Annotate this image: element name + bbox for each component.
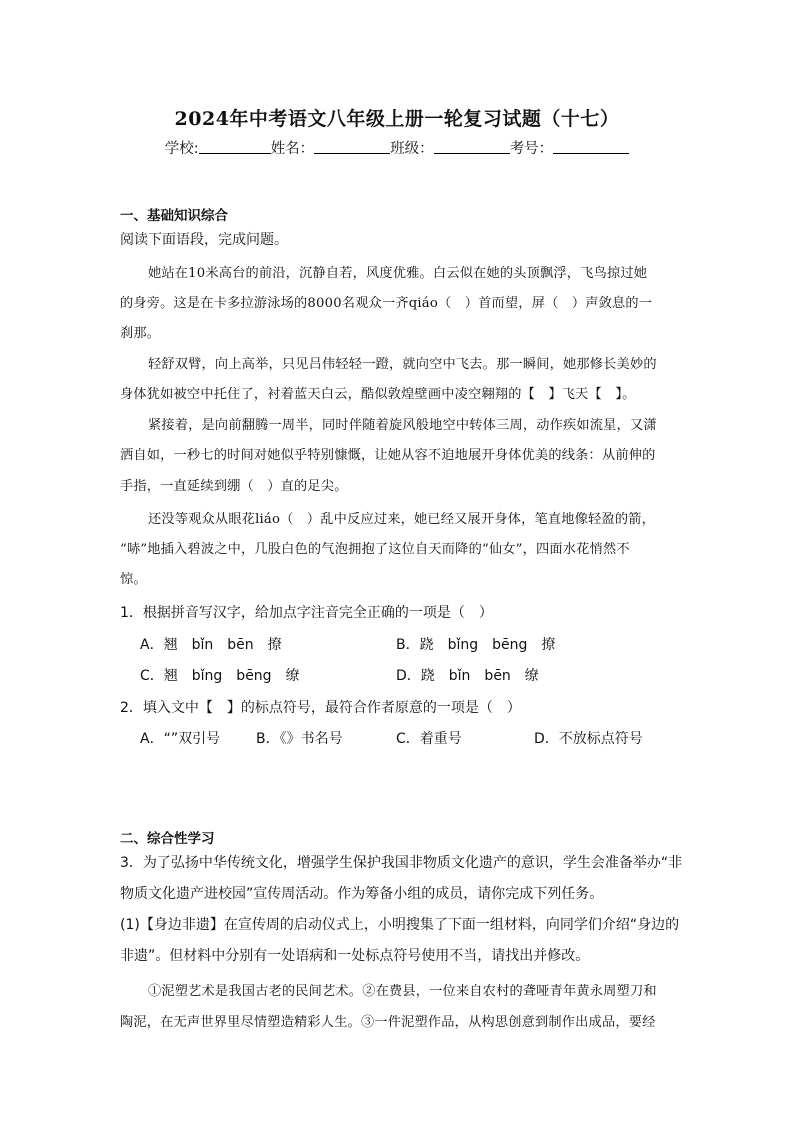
- school-blank[interactable]: [199, 139, 271, 154]
- class-label: 班级：: [390, 141, 434, 157]
- question-3-line: 3．为了弘扬中华传统文化，增强学生保护我国非物质文化遗产的意识，学生会准备举办“非: [120, 855, 683, 871]
- question-1: 1．根据拼音写汉字，给加点字注音完全正确的一项是（ ）: [120, 605, 493, 621]
- passage-line: “哧”地插入碧波之中，几股白色的气泡拥抱了这位自天而降的“仙女”，四面水花悄然不: [120, 542, 630, 557]
- exam-no-label: 考号：: [509, 141, 554, 157]
- page-title: 2024年中考语文八年级上册一轮复习试题（十七）: [174, 108, 620, 130]
- passage-line: 的身旁。这是在卡多拉游泳场的8000名观众一齐qiáo（ ）首而望，屏（ ）声敛息的一: [120, 296, 653, 311]
- reading-intro: 阅读下面语段，完成问题。: [120, 232, 288, 248]
- question-2: 2．填入文中【 】的标点符号，最符合作者原意的一项是（ ）: [120, 700, 521, 716]
- q2-option-a[interactable]: A．“”双引号: [140, 731, 221, 747]
- passage-line: 轻舒双臂，向上高举，只见吕伟轻轻一蹬，就向空中飞去。那一瞬间，她那修长美妙的: [148, 357, 657, 372]
- q1-option-c[interactable]: C．翘 bǐng bēng 缭: [140, 668, 300, 684]
- name-label: 姓名：: [270, 141, 315, 157]
- passage-line: 身体犹如被空中托住了，衬着蓝天白云，酷似敦煌壁画中凌空翱翔的【 】飞天【 】。: [120, 387, 636, 402]
- section-heading-integrated: 二、综合性学习: [120, 831, 215, 847]
- exam-no-blank[interactable]: [553, 139, 629, 154]
- passage-line: 洒自如，一秒七的时间对她似乎特别慷慨，让她从容不迫地展开身体优美的线条：从前伸的: [120, 448, 656, 463]
- q2-option-b[interactable]: B．《》书名号: [256, 731, 343, 747]
- passage-line: 手指，一直延续到绷（ ）直的足尖。: [120, 479, 348, 494]
- name-blank[interactable]: [314, 139, 390, 154]
- question-3-line: 非遗”。但材料中分别有一处语病和一处标点符号使用不当，请找出并修改。: [120, 948, 590, 964]
- material-line: ①泥塑艺术是我国古老的民间艺术。②在费县，一位来自农村的聋哑青年黄永周塑刀和: [148, 984, 657, 999]
- section-heading-basic: 一、基础知识综合: [120, 208, 228, 224]
- passage-line: 还没等观众从眼花liáo（ ）乱中反应过来，她已经又展开身体，笔直地像轻盈的箭，: [148, 512, 655, 527]
- q1-option-b[interactable]: B．跷 bǐng bēng 撩: [396, 637, 556, 653]
- q2-option-d[interactable]: D．不放标点符号: [534, 731, 643, 747]
- student-info-row: [0, 137, 794, 158]
- q1-option-d[interactable]: D．跷 bǐn bēn 缭: [396, 668, 539, 684]
- class-blank[interactable]: [434, 139, 510, 154]
- passage-line: 紧接着，是向前翻腾一周半，同时伴随着旋风般地空中转体三周，动作疾如流星，又潇: [148, 418, 657, 433]
- question-3-line: (1)【身边非遗】在宣传周的启动仪式上，小明搜集了下面一组材料，向同学们介绍“身边的: [120, 917, 680, 933]
- school-label: 学校:: [164, 141, 199, 157]
- passage-line: 她站在10米高台的前沿，沉静自若，风度优雅。白云似在她的头顶飘浮，飞鸟掠过她: [148, 266, 648, 281]
- passage-line: 惊。: [120, 572, 147, 587]
- q1-option-a[interactable]: A．翘 bǐn bēn 撩: [140, 637, 282, 653]
- passage-line: 刹那。: [120, 326, 161, 341]
- question-3-line: 物质文化遗产进校园”宣传周活动。作为筹备小组的成员，请你完成下列任务。: [120, 886, 604, 902]
- material-line: 陶泥，在无声世界里尽情塑造精彩人生。③一件泥塑作品，从构思创意到制作出成品，要经: [120, 1015, 656, 1030]
- q2-option-c[interactable]: C．着重号: [396, 731, 462, 747]
